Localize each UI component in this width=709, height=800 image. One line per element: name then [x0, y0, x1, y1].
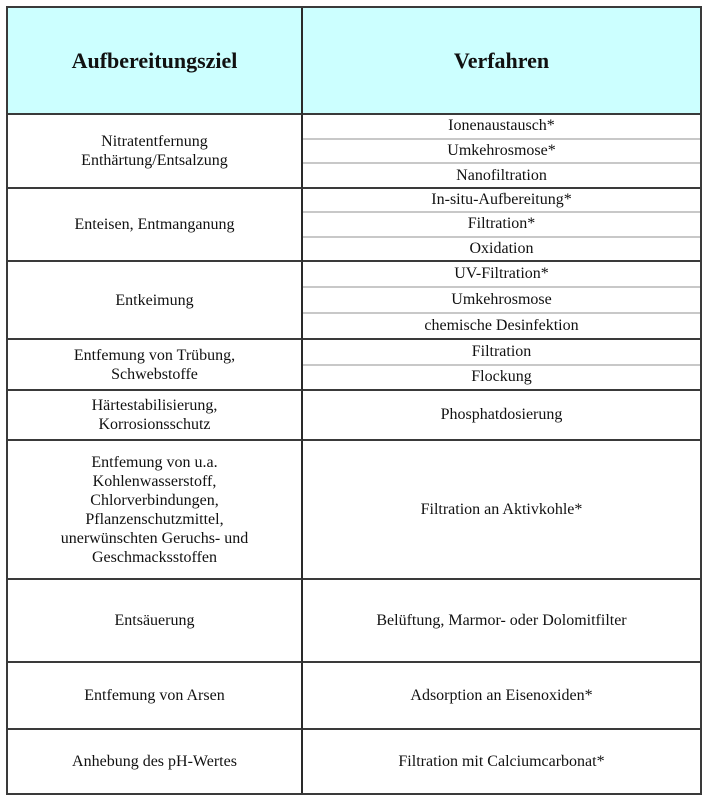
- goal-text: Nitratentfernung: [101, 133, 208, 150]
- method-item: Umkehrosmose*: [303, 140, 700, 165]
- method-item: Belüftung, Marmor- oder Dolomitfilter: [376, 611, 627, 629]
- goal-text: Pflanzenschutzmittel,: [85, 510, 224, 528]
- method-cell: [303, 391, 700, 441]
- water-treatment-table: [6, 6, 702, 795]
- method-item: Oxidation: [469, 239, 534, 257]
- goal-text: Korrosionsschutz: [98, 416, 211, 433]
- method-item: In-situ-Aufbereitung*: [303, 189, 700, 213]
- method-item: Adsorption an Eisenoxiden*: [410, 686, 593, 704]
- goal-text: Entkeimung: [115, 291, 194, 309]
- goal-text: Entfemung von Trübung,: [73, 346, 236, 364]
- goal-text: Schwebstoffe: [111, 365, 198, 383]
- method-item: UV-Filtration*: [303, 262, 700, 288]
- method-cell: [303, 580, 700, 663]
- method-cell: [303, 262, 700, 340]
- goal-text: Enthärtung/Entsalzung: [81, 152, 228, 169]
- goal-text: Enteisen, Entmanganung: [74, 216, 235, 233]
- method-item: Umkehrosmose: [303, 288, 700, 314]
- header-method: Verfahren: [303, 8, 700, 115]
- method-item: Ionenaustausch*: [303, 115, 700, 140]
- goal-cell: [8, 262, 303, 340]
- method-cell: [303, 730, 700, 793]
- goal-text: Geschmacksstoffen: [92, 548, 217, 566]
- goal-cell: [8, 189, 303, 262]
- method-item: Filtration*: [303, 213, 700, 237]
- method-cell: [303, 663, 700, 730]
- goal-text: unerwünschten Geruchs- und: [60, 529, 249, 547]
- method-cell: [303, 340, 700, 391]
- method-cell: [303, 441, 700, 580]
- goal-text: Entfemung von Arsen: [84, 687, 225, 704]
- method-item: Flockung: [471, 368, 532, 386]
- goal-text: Chlorverbindungen,: [90, 491, 219, 509]
- goal-text: Entsäuerung: [114, 612, 195, 629]
- method-item: Filtration an Aktivkohle*: [420, 500, 583, 518]
- method-item: chemische Desinfektion: [424, 317, 579, 334]
- goal-cell: [8, 391, 303, 441]
- header-goal: Aufbereitungsziel: [8, 8, 303, 115]
- method-item: Filtration mit Calciumcarbonat*: [398, 752, 605, 770]
- method-cell: [303, 115, 700, 189]
- method-item: Nanofiltration: [456, 166, 547, 184]
- goal-cell: [8, 730, 303, 793]
- goal-cell: [8, 340, 303, 391]
- goal-cell: [8, 441, 303, 580]
- goal-cell: [8, 115, 303, 189]
- method-item: Phosphatdosierung: [440, 406, 563, 423]
- goal-cell: [8, 663, 303, 730]
- goal-text: Anhebung des pH-Wertes: [72, 753, 237, 770]
- method-item: Filtration: [303, 340, 700, 366]
- goal-cell: [8, 580, 303, 663]
- goal-text: Kohlenwasserstoff,: [92, 472, 217, 490]
- method-cell: [303, 189, 700, 262]
- goal-text: Härtestabilisierung,: [91, 397, 218, 414]
- goal-text: Entfemung von u.a.: [91, 453, 218, 471]
